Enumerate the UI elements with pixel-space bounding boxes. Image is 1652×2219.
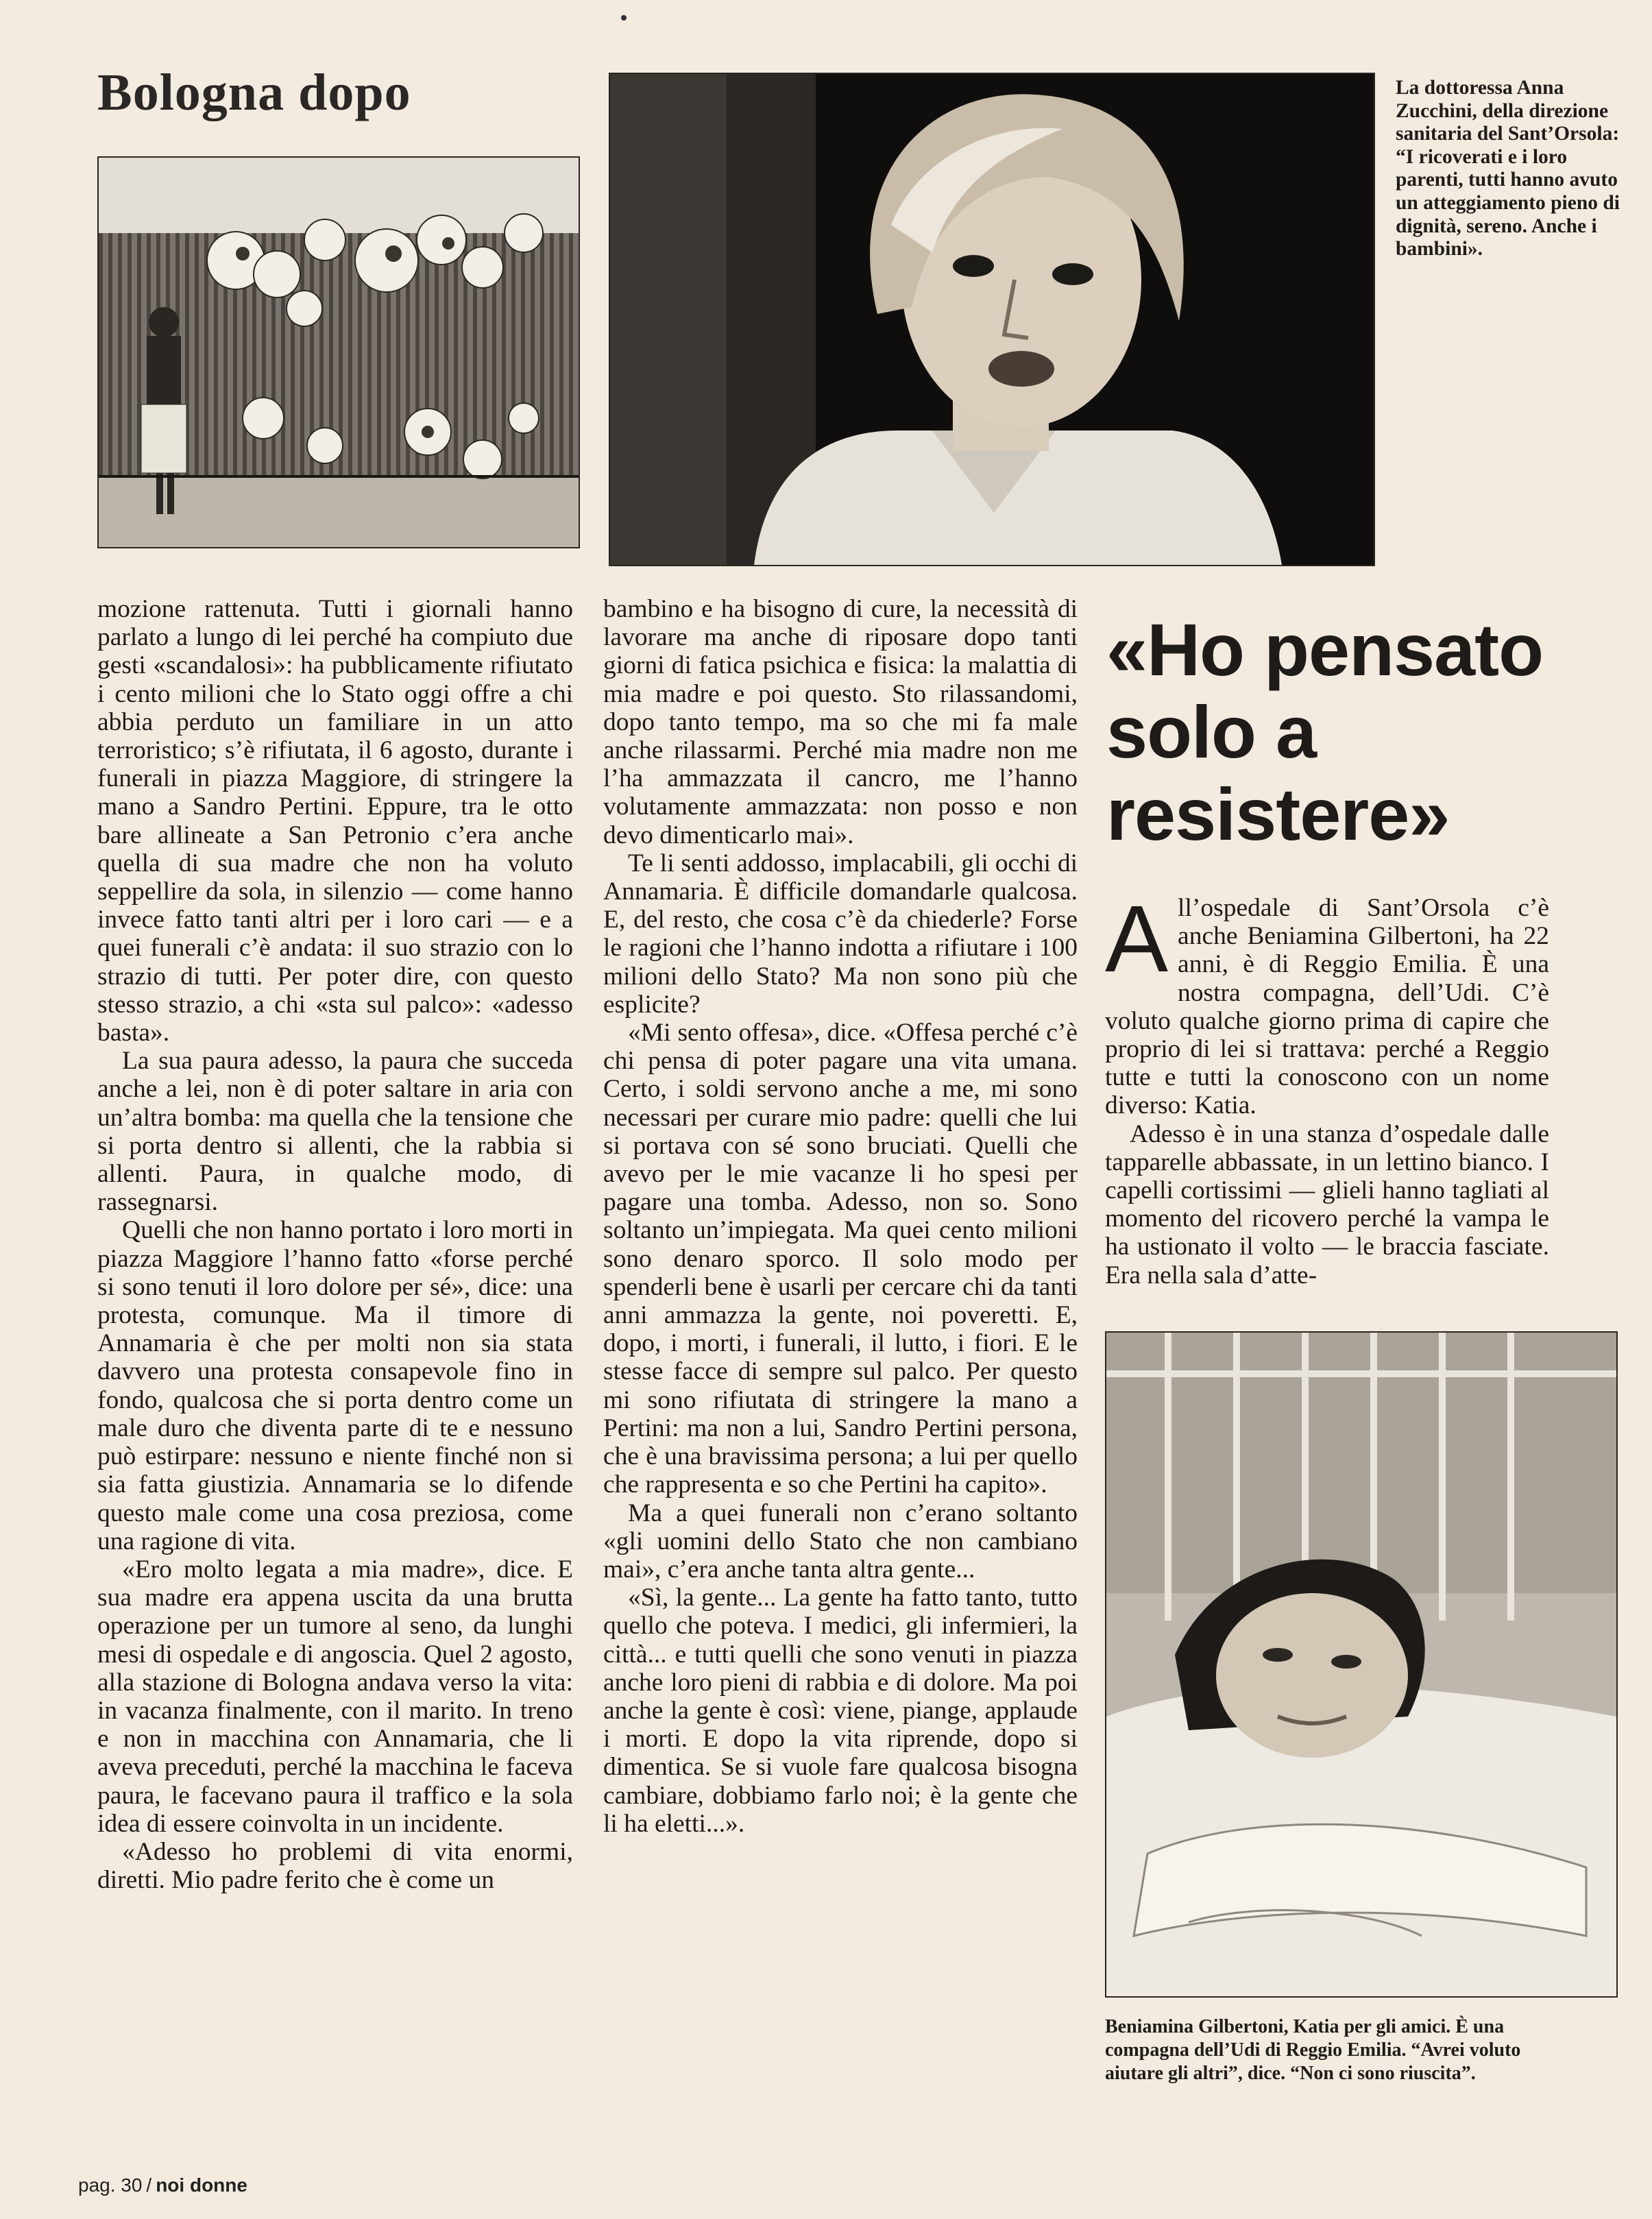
- magazine-name: noi donne: [156, 2174, 247, 2196]
- article-column-2: [603, 595, 1078, 1838]
- doctor-photo-caption: La dottoressa Anna Zucchini, della direzione sanitaria del Sant’Orsola: “I ricoverati e i loro parenti, tutti hanno avuto un atteggiamento pieno di dignità, sereno. Anche i bambini».: [1396, 77, 1620, 260]
- paragraph: Te li senti addosso, implacabili, gli occhi di Annamaria. È difficile domandarle qualcosa. E, del resto, che cosa c’è da chiederle? Forse le ragioni che l’hanno indotta a rifiutare i 100 milioni dello Stato? Ma non sono più che esplicite?: [603, 849, 1078, 1019]
- print-dot: [621, 15, 627, 21]
- page-number: pag. 30: [78, 2174, 143, 2196]
- article-column-3: [1105, 886, 1549, 1289]
- article-headline: «Ho pensato solo a resistere»: [1106, 608, 1544, 856]
- paragraph: Adesso è in una stanza d’ospedale dalle tapparelle abbassate, in un lettino bianco. I capelli cortissimi — glieli hanno tagliati al momento del ricovero perché la vampa le ha ustionato il volto — le braccia fasciate. Era nella sala d’atte-: [1105, 1119, 1549, 1289]
- paragraph: [1105, 886, 1549, 1120]
- paragraph: «Sì, la gente... La gente ha fatto tanto, tutto quello che poteva. I medici, gli infermieri, la città... e tutti quelli che sono venuti in piazza anche loro pieni di rabbia e di dolore. Ma poi anche la gente è così: viene, piange, applaude i morti. E dopo la vita riprende, dopo si dimentica. Se si vuole fare qualcosa bisogna cambiare, dobbiamo farlo noi; è la gente che li ha eletti...».: [603, 1584, 1078, 1838]
- article-column-1: [97, 595, 573, 1894]
- paragraph: Ma a quei funerali non c’erano soltanto «gli uomini dello Stato che non cambiano mai», c’era anche tanta altra gente...: [603, 1499, 1078, 1584]
- paragraph: bambino e ha bisogno di cure, la necessità di lavorare ma anche di riposare dopo tanti giorni di fatica psichica e fisica: la malattia di mia madre e poi questo. Sto rilassandomi, dopo tanto tempo, ma so che mi fa male anche rilassarmi. Perché mia madre non me l’ha ammazzata il cancro, me l’hanno volutamente ammazzata: non posso e non devo dimenticarlo mai».: [603, 595, 1078, 849]
- paragraph: mozione rattenuta. Tutti i giornali hanno parlato a lungo di lei perché ha compiuto due gesti «scandalosi»: ha pubblicamente rifiutato i cento milioni che lo Stato oggi offre a chi abbia perduto un familiare in un atto terroristico; s’è rifiutata, il 6 agosto, durante i funerali in piazza Maggiore, di stringere la mano a Sandro Pertini. Eppure, tra le otto bare allineate a San Petronio c’era anche quella di sua madre che non ha voluto seppellire da sola, in silenzio — come hanno invece fatto tanti altri per i loro cari — e a quei funerali c’è andata: il suo strazio con lo strazio di tutti. Per poter dire, con questo stesso strazio, a chi «sta sul palco»: «adesso basta».: [97, 595, 573, 1047]
- flowers-at-station-photo: [97, 156, 580, 548]
- paragraph: «Adesso ho problemi di vita enormi, diretti. Mio padre ferito che è come un: [97, 1837, 573, 1895]
- drop-cap: A: [1105, 886, 1169, 992]
- paragraph: La sua paura adesso, la paura che succeda anche a lei, non è di poter saltare in aria con un’altra bomba: ma quella che la tensione che si porta dentro si allenti, che la rabbia si allenti. Paura, in qualche modo, di rassegnarsi.: [97, 1047, 573, 1217]
- paragraph: «Mi sento offesa», dice. «Offesa perché c’è chi pensa di poter pagare una vita umana. Certo, i soldi servono anche a me, mi sono necessari per curare mio padre: quelli che lui si portava con sé sono bruciati. Quelli che avevo per le mie vacanze li ho spesi per pagare una tomba. Adesso, non so. Sono soltanto un’impiegata. Ma quei cento milioni sono denaro sporco. Il solo modo per spenderli bene è usarli per cercare chi da tanti anni ammazza la gente, noi poveretti. E, dopo, i morti, i funerali, il lutto, i fiori. E le stesse facce di sempre sul palco. Per questo mi sono rifiutata di stringere la mano a Pertini: ma non a lui, Sandro Pertini persona, che è una bravissima persona; a lui per quello che rappresenta e so che Pertini ha capito».: [603, 1019, 1078, 1499]
- patient-in-bed-photo: [1105, 1331, 1618, 1998]
- paragraph-text: ll’ospedale di Sant’Orsola c’è anche Beniamina Gilbertoni, ha 22 anni, è di Reggio Emilia. È una nostra compagna, dell’Udi. C’è voluto qualche giorno prima di capire che proprio di lei si trattava: perché a Reggio tutte e tutti la conoscono con un nome diverso: Katia.: [1105, 894, 1549, 1120]
- patient-photo-caption: Beniamina Gilbertoni, Katia per gli amici. È una compagna dell’Udi di Reggio Emilia. “Avrei voluto aiutare gli altri”, dice. “Non ci sono riuscita”.: [1105, 2016, 1521, 2084]
- paragraph: «Ero molto legata a mia madre», dice. E sua madre era appena uscita da una brutta operazione per un tumore al seno, da lunghi mesi di ospedale e di angoscia. Quel 2 agosto, alla stazione di Bologna andava verso la vita: in vacanza finalmente, con il marito. In treno e non in macchina con Annamaria, che li aveva preceduti, perché la macchina le faceva paura, le facevano paura il traffico e la sola idea di essere coinvolta in un incidente.: [97, 1555, 573, 1838]
- page-footer: [78, 2174, 247, 2196]
- doctor-portrait-photo: [609, 73, 1375, 566]
- page-title: Bologna dopo: [97, 64, 411, 121]
- paragraph: Quelli che non hanno portato i loro morti in piazza Maggiore l’hanno fatto «forse perché si sono tenuti il loro dolore per sé», dice: una protesta, comunque. Ma il timore di Annamaria è che per molti non sia stata davvero una protesta consapevole fino in fondo, qualcosa che si porta dentro come un male duro che diventa parte di te e nessuno può estirpare: nessuno e niente finché non si sia fatta giustizia. Annamaria se lo difende questo male come una cosa preziosa, come una ragione di vita.: [97, 1216, 573, 1555]
- footer-separator: /: [146, 2174, 152, 2196]
